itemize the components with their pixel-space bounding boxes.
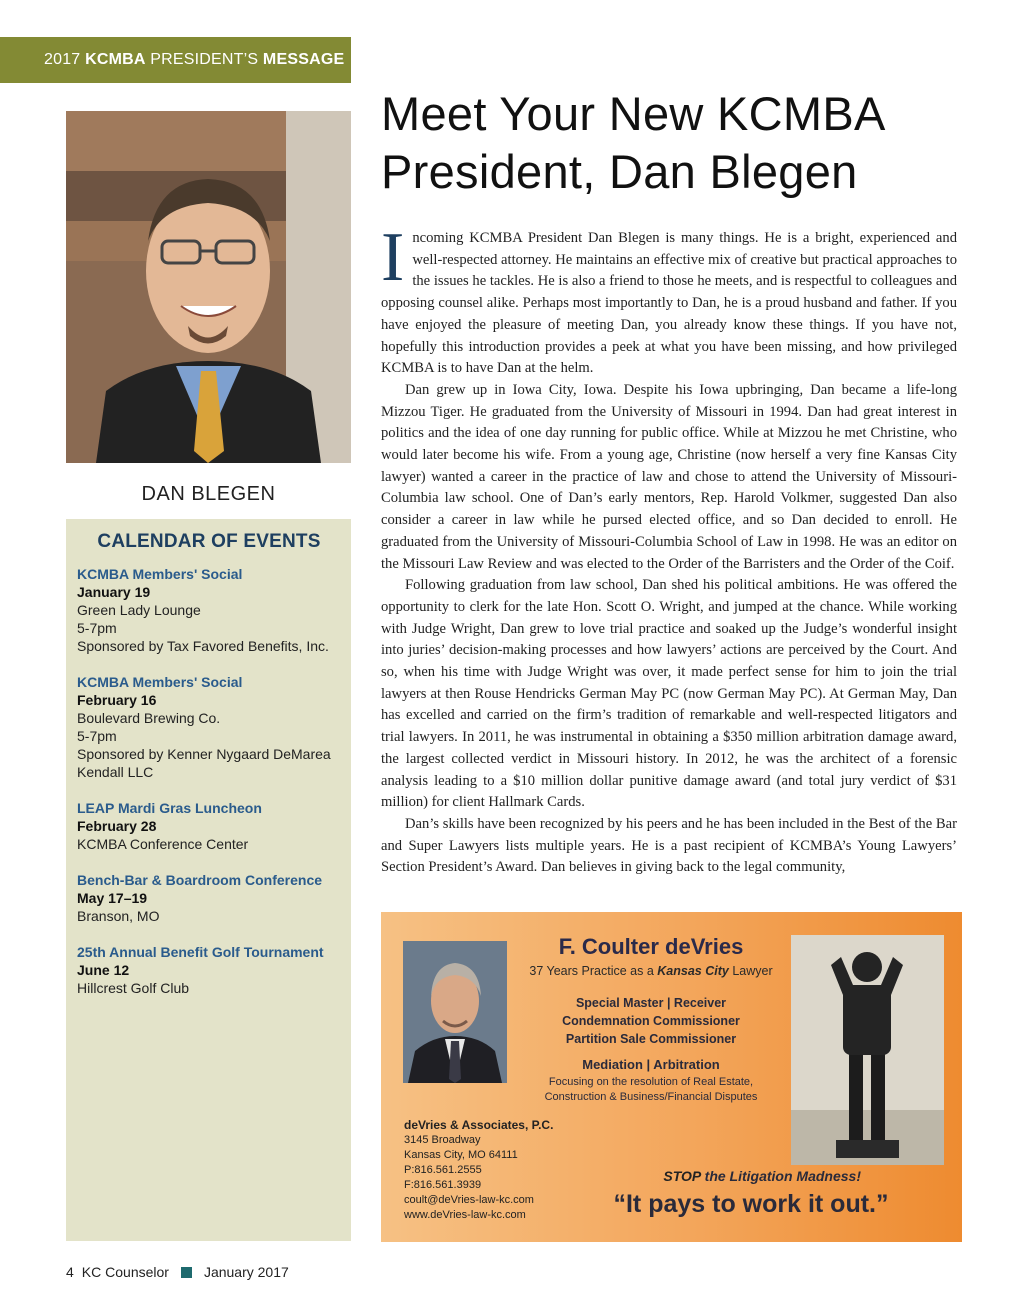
calendar-event	[77, 871, 341, 925]
drop-cap: I	[381, 219, 405, 296]
paragraph-2: Dan grew up in Iowa City, Iowa. Despite his Iowa upbringing, Dan became a life-long Mizzou Tiger. He graduated from the University of Missouri in 1994. Dan had great interest in politics and the idea of one day running for public office. While at Mizzou he met Christine, who would later become his wife. From a young age, Christine (now herself a very fine Kansas City lawyer) wanted a career in the practice of law and chose to attend the University of Missouri-Columbia law school. One of Dan’s early mentors, Rep. Harold Volkmer, suggested Dan also consider a career in law while he pursed elected office, and so Dan decided to enroll. He graduated from the University of Missouri-Columbia School of Law in 1998. He was an editor on the Missouri Law Review and was elected to the Order of the Barristers and the Order of the Coif.	[381, 381, 957, 572]
square-icon	[181, 1267, 192, 1278]
event-detail: 5-7pm	[77, 728, 117, 744]
event-name: KCMBA Members' Social	[77, 674, 243, 690]
ad-focus: Focusing on the resolution of Real Estate, Construction & Business/Financial Disputes	[544, 1076, 758, 1103]
calendar-event	[77, 799, 341, 853]
section-banner	[0, 37, 351, 83]
calendar-event	[77, 673, 341, 781]
event-name: Bench-Bar & Boardroom Conference	[77, 872, 323, 888]
event-detail: Branson, MO	[77, 908, 160, 924]
event-detail: Boulevard Brewing Co.	[77, 710, 221, 726]
ad-portrait	[403, 941, 507, 1083]
advertisement	[381, 912, 962, 1242]
event-name: LEAP Mardi Gras Luncheon	[77, 800, 262, 816]
page-footer	[66, 1264, 289, 1280]
photo-caption: DAN BLEGEN	[141, 483, 276, 505]
event-name: KCMBA Members' Social	[77, 566, 243, 582]
paragraph-4: Dan’s skills have been recognized by his peers and he has been included in the Best of the Bar and Super Lawyers lists multiple years. He is a past recipient of KCMBA’s Young Lawyers’ Section President’s Award. Dan believes in giving back to the legal community,	[381, 815, 957, 876]
calendar-event	[77, 565, 341, 655]
paragraph-1: Incoming KCMBA President Dan Blegen is many things. He is a bright, experienced and well-respected attorney. He maintains an effective mix of creative but practical approaches to the issues he tackles. He is also a friend to those he meets, and is respectful to colleagues and opposing counsel alike. Perhaps most importantly to Dan, he is a proud husband and father. If you have enjoyed the pleasure of meeting Dan, you already know these things. If you have not, hopefully this introduction provides a peek at what you have been missing, and how privileged KCMBA is to have Dan at the helm.	[381, 219, 957, 377]
paragraph-3: Following graduation from law school, Dan shed his political ambitions. He was offered the opportunity to clerk for the late Hon. Scott O. Wright, and jumped at the chance. While working with Judge Wright, Dan grew to love trial practice and soaked up the Judge’s wonderful insight into juries’ decision-making processes and how lawyers’ actions are perceived by the Court. And so, when his time with Judge Wright was over, it made perfect sense for him to join the trial lawyers at then Rouse Hendricks German May PC (now German May PC). At German May, Dan has excelled and carried on the firm’s tradition of remarkable and well-respected litigators and trial lawyers. In 2011, he was instrumental in obtaining a $350 million arbitration damage award, the largest collected verdict in Missouri history. In 2012, he was the architect of a forensic analysis leading to a $10 million dollar punitive damage award (and total jury verdict of $31 million) for client Hallmark Cards.	[381, 577, 957, 811]
ad-website[interactable]: www.deVries-law-kc.com	[404, 1209, 526, 1221]
page-number: 4	[66, 1264, 74, 1280]
event-detail: Green Lady Lounge	[77, 602, 201, 618]
calendar-of-events	[66, 519, 351, 1241]
calendar-title: CALENDAR OF EVENTS	[97, 531, 321, 552]
banner-message: MESSAGE	[262, 51, 345, 68]
event-detail: Sponsored by Tax Favored Benefits, Inc.	[77, 638, 329, 654]
event-date: June 12	[77, 962, 130, 978]
banner-year: 2017	[44, 51, 81, 68]
article-body	[381, 219, 957, 879]
article-headline: Meet Your New KCMBA President, Dan Blegen	[381, 87, 884, 198]
event-detail: 5-7pm	[77, 620, 117, 636]
ad-email[interactable]: coult@deVries-law-kc.com	[404, 1194, 534, 1206]
ad-stop-line: STOP the Litigation Madness!	[663, 1168, 861, 1184]
ad-slogan: “It pays to work it out.”	[613, 1190, 889, 1218]
ad-contact: deVries & Associates, P.C. 3145 Broadway Kansas City, MO 64111 P:816.561.2555 F:816.561.3939 coult@deVries-law-kc.com www.deVries-law-kc.com	[404, 1118, 594, 1223]
event-name: 25th Annual Benefit Golf Tournament	[77, 944, 324, 960]
event-detail: KCMBA Conference Center	[77, 836, 249, 852]
issue-date: January 2017	[203, 1264, 289, 1280]
calendar-event	[77, 943, 341, 997]
ad-tagline: 37 Years Practice as a Kansas City Lawyer	[529, 964, 773, 978]
event-date: February 28	[77, 818, 157, 834]
event-date: January 19	[77, 584, 151, 600]
ad-name: F. Coulter deVries	[558, 934, 744, 959]
event-detail: Kendall LLC	[77, 764, 154, 780]
event-date: May 17–19	[77, 890, 148, 906]
event-date: February 16	[77, 692, 157, 708]
publication-name: KC Counselor	[81, 1264, 169, 1280]
president-portrait	[66, 111, 351, 463]
ad-statue-photo	[791, 935, 944, 1165]
ad-mediation: Mediation | Arbitration	[582, 1057, 720, 1072]
banner-presidents: PRESIDENT’S	[150, 51, 259, 68]
ad-roles: Special Master | Receiver Condemnation Commissioner Partition Sale Commissioner	[562, 996, 740, 1046]
event-detail: Sponsored by Kenner Nygaard DeMarea	[77, 746, 331, 762]
banner-kcmba: KCMBA	[85, 51, 146, 68]
event-detail: Hillcrest Golf Club	[77, 980, 190, 996]
